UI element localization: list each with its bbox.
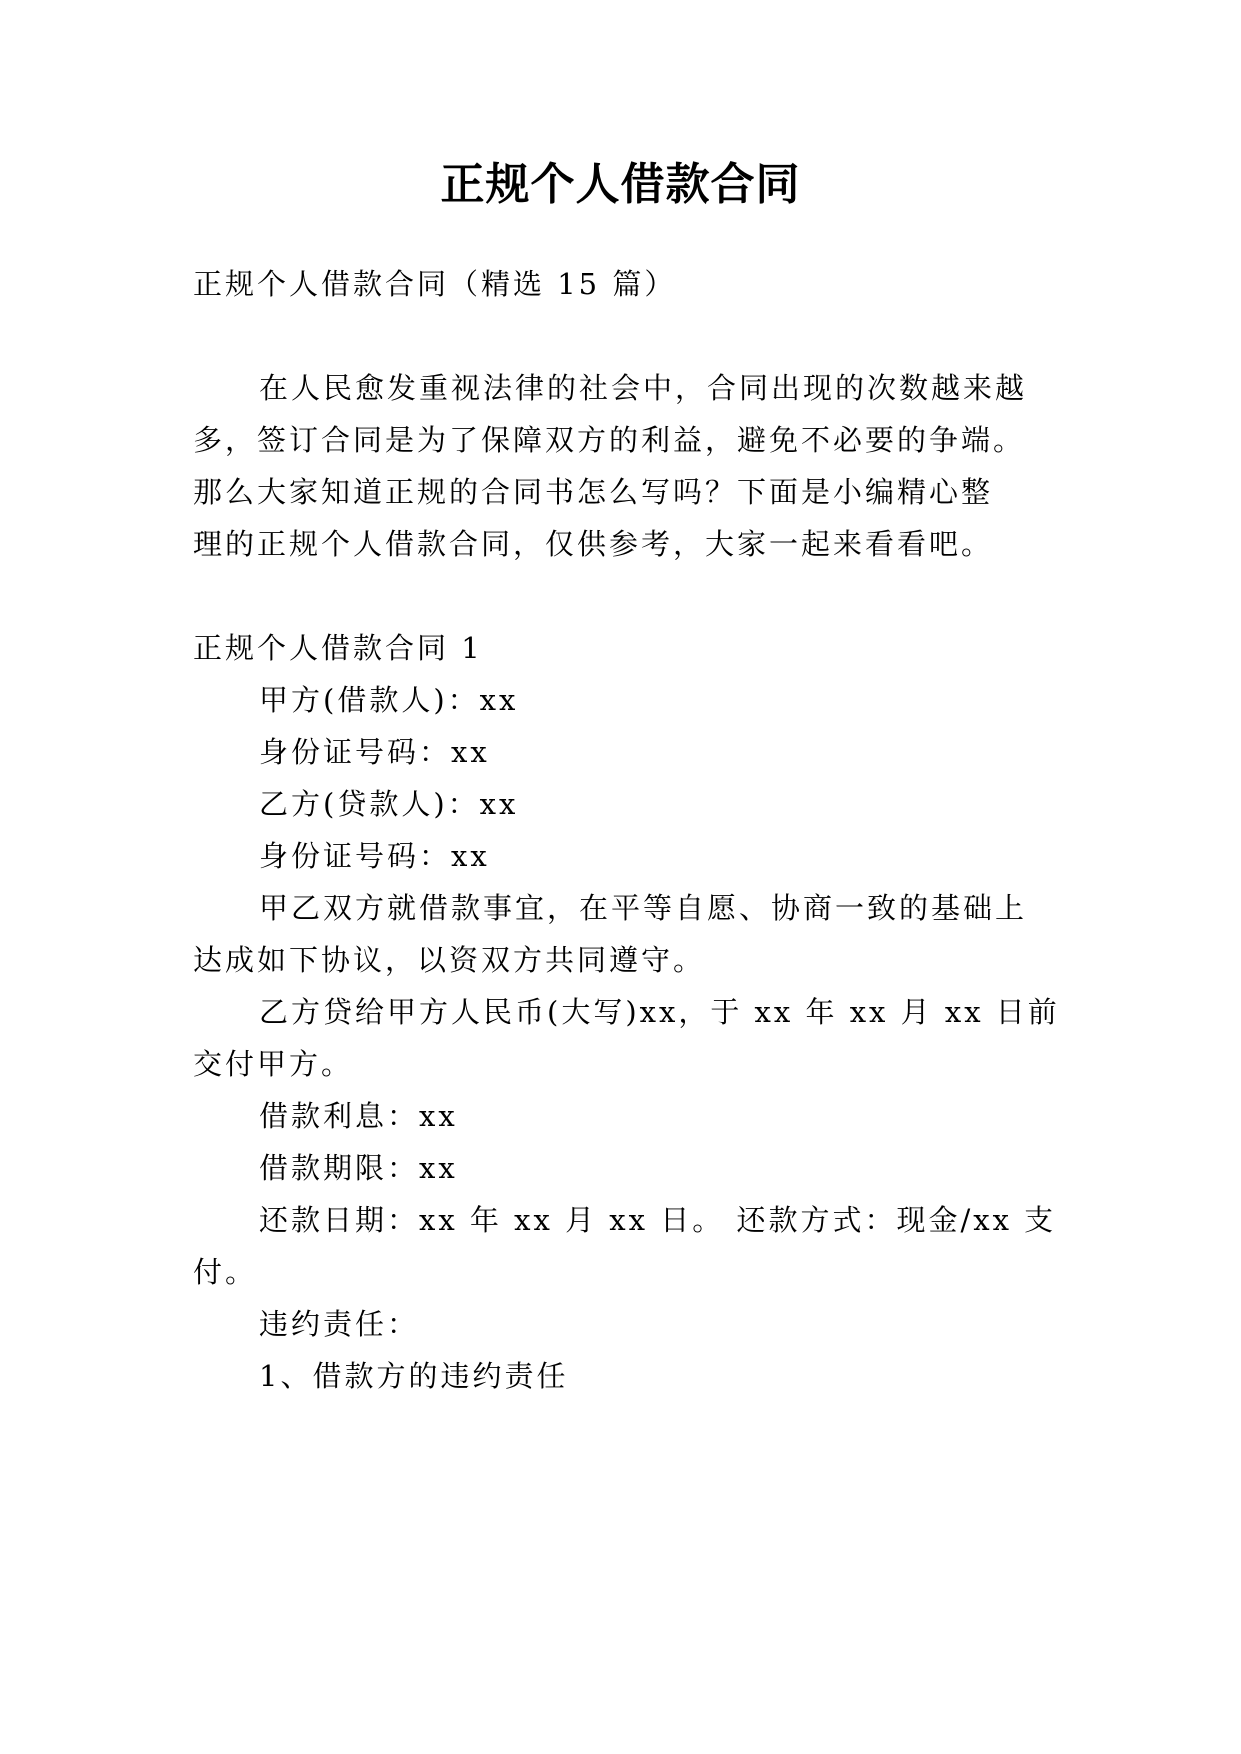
id-number-line: 身份证号码：xx: [259, 735, 490, 769]
repayment-line: 付。: [193, 1255, 258, 1289]
section-heading: 正规个人借款合同 1: [193, 631, 483, 665]
loan-amount-line: 乙方贷给甲方人民币(大写)xx，于 xx 年 xx 月 xx 日前: [259, 995, 1060, 1029]
document-subtitle: 正规个人借款合同（精选 15 篇）: [193, 267, 677, 301]
repayment-line: 还款日期：xx 年 xx 月 xx 日。 还款方式：现金/xx 支: [259, 1203, 1057, 1237]
party-a-line: 甲方(借款人)：xx: [259, 683, 519, 717]
intro-line: 理的正规个人借款合同，仅供参考，大家一起来看看吧。: [193, 527, 994, 561]
intro-line: 多，签订合同是为了保障双方的利益，避免不必要的争端。: [193, 423, 1026, 457]
party-b-line: 乙方(贷款人)：xx: [259, 787, 519, 821]
liability-item: 1、借款方的违约责任: [259, 1359, 569, 1393]
loan-amount-line: 交付甲方。: [193, 1047, 354, 1081]
term-line: 借款期限：xx: [259, 1151, 458, 1185]
id-number-line: 身份证号码：xx: [259, 839, 490, 873]
interest-line: 借款利息：xx: [259, 1099, 458, 1133]
intro-line: 那么大家知道正规的合同书怎么写吗？下面是小编精心整: [193, 475, 994, 509]
agreement-line: 甲乙双方就借款事宜，在平等自愿、协商一致的基础上: [259, 891, 1028, 925]
agreement-line: 达成如下协议，以资双方共同遵守。: [193, 943, 706, 977]
liability-heading: 违约责任：: [259, 1307, 420, 1341]
document-title: 正规个人借款合同: [440, 159, 801, 210]
intro-line: 在人民愈发重视法律的社会中，合同出现的次数越来越: [259, 371, 1028, 405]
